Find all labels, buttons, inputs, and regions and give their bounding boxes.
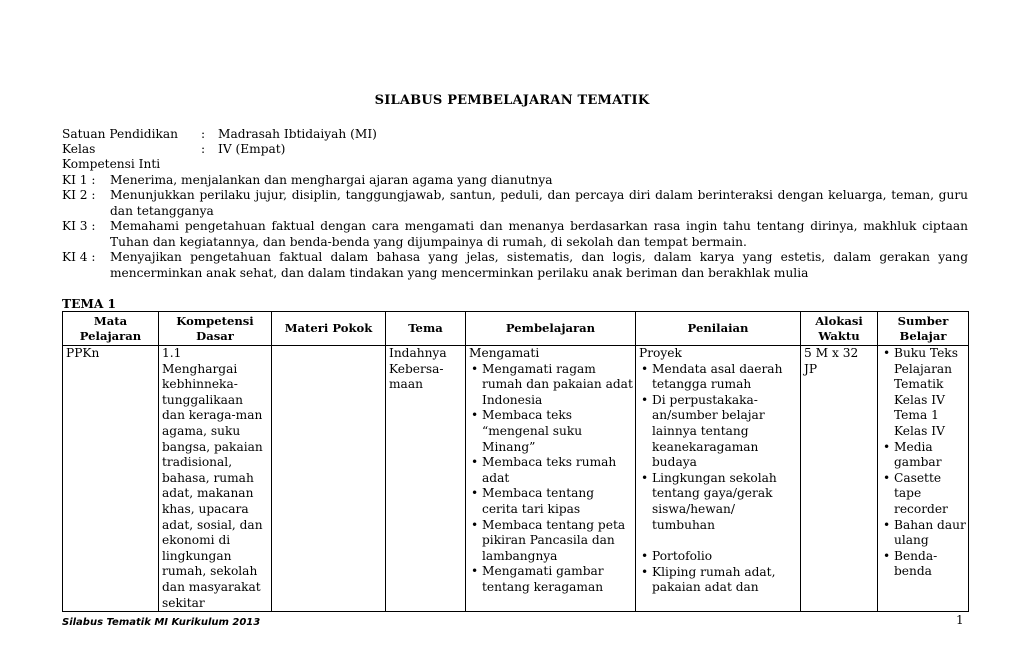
list-item: • Kliping rumah adat, pakaian adat dan (639, 565, 798, 596)
info-satuan (62, 127, 377, 143)
list-item: • Membaca tentang peta pikiran Pancasila dan lambangnya (469, 518, 633, 565)
sumber-list (881, 346, 966, 580)
kd-text: Menghargai kebhinneka-tunggalikaan dan keraga-man agama, suku bangsa, pakaian tradisional, bahasa, rumah adat, makanan khas, upacara adat, sosial, dan ekonomi di lingkungan rumah, sekolah dan masyarakat sekitar (162, 361, 263, 610)
silabus-table (62, 311, 969, 612)
cell-materi-pokok (272, 346, 386, 612)
ki-2 (62, 188, 968, 219)
kelas-label: Kelas (62, 142, 96, 156)
pembelajaran-heading: Mengamati (469, 346, 540, 360)
satuan-value: Madrasah Ibtidaiyah (MI) (218, 127, 377, 141)
cell-mata-pelajaran: PPKn (63, 346, 159, 612)
list-item: • Casette tape recorder (881, 471, 966, 518)
list-item: • Media gambar (881, 440, 966, 471)
header-kompetensi-dasar: Kompetensi Dasar (159, 312, 272, 346)
ki-3 (62, 219, 968, 250)
ki-code: KI 2 : (62, 188, 96, 202)
cell-penilaian (636, 346, 801, 612)
ki-1 (62, 173, 968, 189)
header-sumber-belajar: Sumber Belajar (878, 312, 969, 346)
page-number: 1 (956, 613, 964, 627)
header-mata-pelajaran: Mata Pelajaran (63, 312, 159, 346)
satuan-label: Satuan Pendidikan (62, 127, 178, 141)
ki-text: Menyajikan pengetahuan faktual dalam bahasa yang jelas, sistematis, dan logis, dalam karya yang estetis, dalam gerakan yang mencerminkan anak sehat, dan dalam tindakan yang mencerminkan perilaku anak beriman dan berakhlak mulia (110, 250, 968, 280)
ki-code: KI 1 : (62, 173, 96, 187)
header-materi-pokok: Materi Pokok (272, 312, 386, 346)
penilaian-list-2 (639, 549, 798, 596)
header-pembelajaran: Pembelajaran (466, 312, 636, 346)
colon: : (201, 142, 206, 156)
ki-code: KI 4 : (62, 250, 96, 264)
penilaian-heading: Proyek (639, 346, 682, 360)
list-item: • Portofolio (639, 549, 798, 565)
ki-text: Menunjukkan perilaku jujur, disiplin, tanggungjawab, santun, peduli, dan percaya diri dalam berinteraksi dengan keluarga, teman, guru dan tetangganya (110, 188, 968, 218)
tema-label: TEMA 1 (62, 297, 117, 311)
list-item: • Lingkungan sekolah tentang gaya/gerak siswa/hewan/ tumbuhan (639, 471, 798, 533)
ki-4 (62, 250, 968, 281)
list-item: • Mengamati gambar tentang keragaman (469, 564, 633, 595)
list-item: • Membaca tentang cerita tari kipas (469, 486, 633, 517)
page-title: SILABUS PEMBELAJARAN TEMATIK (374, 93, 650, 108)
pembelajaran-list (469, 362, 633, 596)
list-item: • Benda-benda (881, 549, 966, 580)
list-item: • Membaca teks “mengenal suku Minang” (469, 408, 633, 455)
penilaian-list (639, 362, 798, 534)
table-row (63, 346, 969, 612)
list-item: • Mengamati ragam rumah dan pakaian adat Indonesia (469, 362, 633, 409)
footer-title: Silabus Tematik MI Kurikulum 2013 (62, 617, 261, 628)
cell-sumber-belajar (878, 346, 969, 612)
kelas-value: IV (Empat) (218, 142, 286, 156)
spacer (639, 533, 798, 549)
header-alokasi-waktu: Alokasi Waktu (801, 312, 878, 346)
header-penilaian: Penilaian (636, 312, 801, 346)
cell-alokasi-waktu: 5 M x 32 JP (801, 346, 878, 612)
header-tema: Tema (386, 312, 466, 346)
list-item: • Buku Teks Pelajaran Tematik Kelas IV Tema 1 Kelas IV (881, 346, 966, 440)
list-item: • Di perpustakaka-an/sumber belajar lainnya tentang keanekaragaman budaya (639, 393, 798, 471)
ki-heading: Kompetensi Inti (62, 157, 161, 171)
list-item: • Mendata asal daerah tetangga rumah (639, 362, 798, 393)
ki-text: Menerima, menjalankan dan menghargai ajaran agama yang dianutnya (110, 173, 553, 187)
cell-pembelajaran (466, 346, 636, 612)
cell-tema: Indahnya Kebersa-maan (386, 346, 466, 612)
ki-text: Memahami pengetahuan faktual dengan cara mengamati dan menanya berdasarkan rasa ingin tahu tentang dirinya, makhluk ciptaan Tuhan dan kegiatannya, dan benda-benda yang dijumpainya di rumah, di sekolah dan tempat bermain. (110, 219, 968, 249)
table-header-row (63, 312, 969, 346)
colon: : (201, 127, 206, 141)
list-item: • Membaca teks rumah adat (469, 455, 633, 486)
kd-number: 1.1 (162, 346, 182, 360)
info-kelas (62, 142, 285, 158)
list-item: • Bahan daur ulang (881, 518, 966, 549)
cell-kompetensi-dasar (159, 346, 272, 612)
ki-code: KI 3 : (62, 219, 96, 233)
